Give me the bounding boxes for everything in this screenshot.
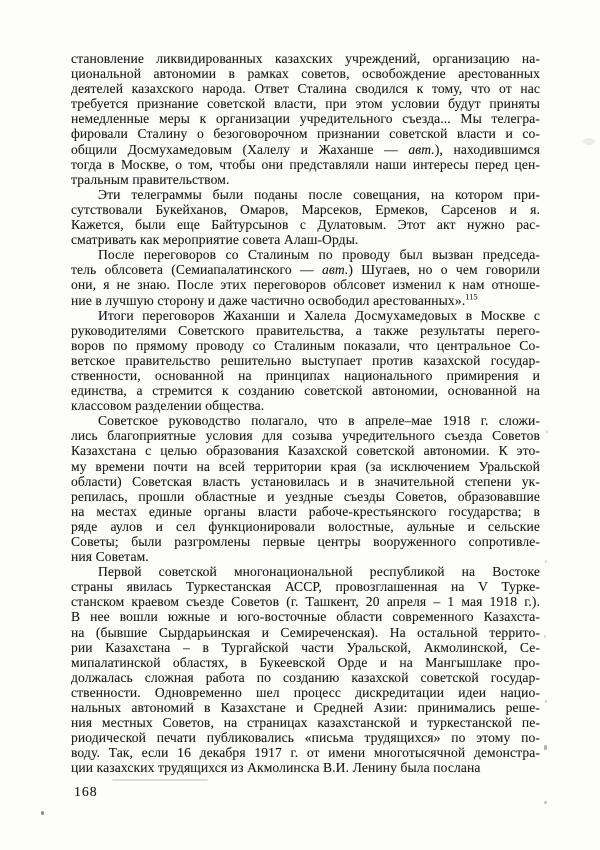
text-line: единства, а стремится к созданию советской автономии, основанной на — [71, 383, 540, 399]
text-line: риодической печати публиковались «письма трудящихся» по этому по- — [71, 730, 540, 746]
text-line: немедленные меры к организации учредительного съезда... Мы телегра- — [71, 111, 540, 127]
text-line: рии Казахстана – в Тургайской части Уральской, Акмолинской, Се- — [71, 639, 540, 655]
text-line: ряде аулов и сел функционировали волостные, аульные и сельские — [71, 518, 540, 534]
text-line: ние в лучшую сторону и даже частично освободил арестованных».$^{115}$ — [71, 290, 478, 308]
text-line: Итоги переговоров Жаханши и Халела Досмухамедовых в Москве с — [98, 307, 540, 323]
text-line: на (бывшие Сырдарьинская и Семиреченская). На остальной террито- — [71, 624, 540, 640]
text-line: Советское руководство полагало, что в апреле–мае 1918 г. сложи- — [98, 413, 540, 429]
text-line: тральным правительством. — [71, 171, 230, 187]
text-line: становление ликвидированных казахских учреждений, организацию на- — [71, 51, 540, 66]
text-line: мипалатинской областях, в Букеевской Орде и на Мангышлаке про- — [71, 654, 540, 670]
text-line: ственности. Одновременно шел процесс дискредитации идеи нацио- — [71, 684, 540, 700]
scan-speck-artifact — [544, 801, 547, 804]
text-line: репилась, прошли областные и уездные съезды Советов, образовавшие — [71, 488, 540, 504]
scan-smudge-artifact — [583, 138, 595, 145]
text-line: воров по прямому проводу со Сталиным показали, что центральное Со- — [71, 337, 540, 353]
text-line: ственности, основанной на принципах национального примирения и — [71, 367, 540, 383]
paragraph — [71, 564, 540, 775]
paragraph — [71, 413, 540, 564]
text-line: му времени почти на всей территории края (за исключением Уральской — [71, 458, 540, 474]
text-line: станском краевом съезде Советов (г. Ташкент, 20 апреля – 1 мая 1918 г.). — [71, 594, 540, 610]
text-line: тель облсовета (Семиапалатинского — авт.) Шугаев, но о чем говорили — [71, 262, 540, 278]
text-line: Кажется, были еще Байтурсынов с Дулатовым. Этот акт нужно рас- — [71, 217, 540, 233]
text-line: классовом разделении общества. — [71, 398, 265, 414]
text-line: на местах единые органы власти рабоче-крестьянского государства; в — [71, 503, 540, 519]
scan-streak-artifact — [112, 779, 208, 781]
scan-speck-artifact — [544, 635, 546, 638]
text-line: После переговоров со Сталиным по проводу был вызван председа- — [98, 247, 540, 263]
text-line: руководителями Советского правительства, а также результаты перего- — [71, 322, 540, 338]
text-line: ния местных Советов, на страницах казахстанской и туркестанской пе- — [71, 715, 540, 731]
paragraph — [71, 51, 540, 187]
paragraph — [71, 187, 540, 247]
text-line: В нее вошли южные и юго-восточные области современного Казахста- — [71, 609, 540, 625]
text-line: тогда в Москве, о том, чтобы они представляли наши интересы перед цен- — [71, 156, 540, 172]
text-line: ния Советам. — [71, 549, 149, 565]
text-line: Первой советской многонациональной республикой на Востоке — [98, 564, 540, 580]
text-line: области) Советская власть установилась и в значительной степени ук- — [71, 473, 540, 489]
text-line: фировали Сталину о безоговорочном признании советской власти и со- — [71, 126, 540, 142]
text-line: сутствовали Букейханов, Омаров, Марсеков, Ермеков, Сарсенов и я. — [71, 201, 540, 217]
text-line: циональной автономии в рамках советов, освобождение арестованных — [71, 66, 540, 82]
text-line: ции казахских трудящихся из Акмолинска В.И. Ленину была послана — [71, 760, 481, 776]
text-line: лись благоприятные условия для созыва учредительного съезда Советов — [71, 428, 540, 444]
scan-speck-artifact — [41, 811, 44, 815]
body-text — [71, 51, 540, 776]
paragraph — [71, 247, 540, 307]
page-number: 168 — [74, 784, 98, 799]
text-line: нальных автономий в Казахстане и Средней Азии: принимались реше- — [71, 700, 540, 716]
text-line: воду. Так, если 16 декабря 1917 г. от имени многотысячной демонстра- — [71, 745, 540, 761]
text-line: ветское правительство решительно выступает против казахской государ- — [71, 352, 540, 368]
scan-speck-artifact — [545, 560, 547, 563]
text-line: сматривать как мероприятие совета Алаш-Орды. — [71, 232, 359, 248]
paragraph — [71, 308, 540, 414]
text-line: Казахстана с целью образования Казахской советской автономии. К это- — [71, 443, 540, 459]
text-line: Советы; были разгромлены первые центры вооруженного сопротивле- — [71, 534, 540, 549]
text-line: страны явилась Туркестанская АССР, провозглашенная на V Турке- — [71, 579, 540, 595]
scan-speck-artifact — [544, 745, 547, 750]
text-line: общили Досмухамедовым (Халелу и Жаханше — авт.), находившимся — [71, 141, 540, 157]
text-line: требуется признание советской власти, при этом условии будут приняты — [71, 96, 540, 112]
scan-speck-artifact — [546, 430, 548, 433]
scan-speck-artifact — [545, 700, 547, 703]
text-line: деятелей казахского народа. Ответ Сталина сводился к тому, что от нас — [71, 81, 540, 97]
text-line: Эти телеграммы были поданы после совещания, на котором при- — [98, 186, 540, 202]
text-line: они, я не знаю. После этих переговоров облсовет изменил к нам отноше- — [71, 277, 540, 293]
text-line: должалась сложная работа по созданию казахской советской государ- — [71, 669, 540, 685]
